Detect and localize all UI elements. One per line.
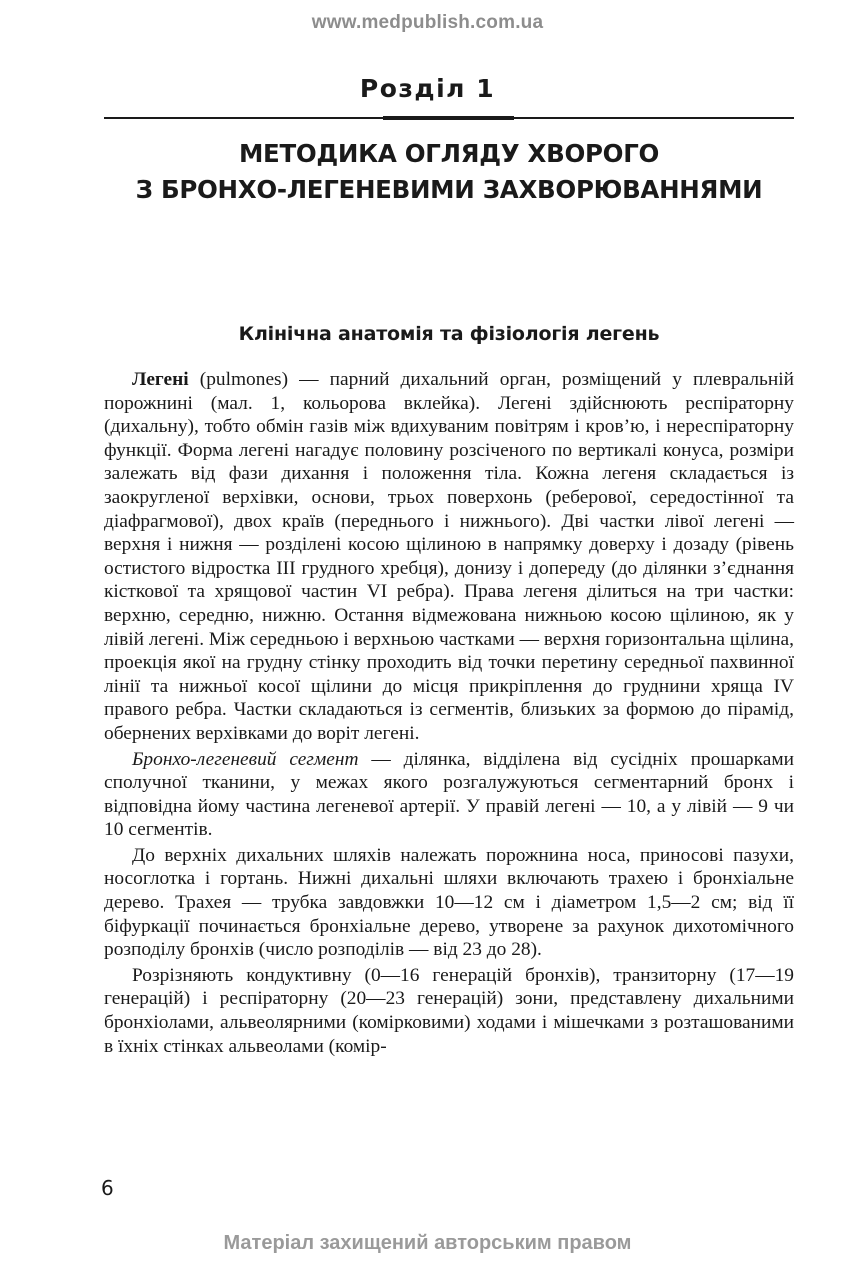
section-label: Розділ 1 bbox=[359, 74, 496, 103]
paragraph-text: До верхніх дихальних шляхів належать порожнина носа, приносові пазухи, носоглотка і гортань. Нижні дихальні шляхи включають трахею і бронхіальне дерево. Трахея — трубка завдовжки 10—12 см і діаметром 1,5—2 см; від її біфуркації починається бронхіальне дерево, утворене за рахунок дихотомічного розподілу бронхів (число розподілів — від 23 до 28). bbox=[104, 844, 794, 961]
paragraph bbox=[104, 844, 794, 962]
term-lungs: Легені bbox=[132, 369, 189, 390]
paragraph bbox=[104, 964, 794, 1058]
paragraph-text: Розрізняють кондуктивну (0—16 генерацій бронхів), транзиторну (17—19 генерацій) і респіраторну (20—23 генерацій) зони, представлену дихальними бронхіолами, альвеолярними (комірковими) ходами і мішечками з розташованими в їхніх стінках альвеолами (комір- bbox=[104, 964, 794, 1057]
term-bronchopulmonary-segment: Бронхо-легеневий сегмент bbox=[132, 748, 359, 770]
chapter-title-line-2: З БРОНХО-ЛЕГЕНЕВИМИ ЗАХВОРЮВАННЯМИ bbox=[135, 175, 763, 204]
chapter-title bbox=[104, 136, 794, 208]
site-url: www.medpublish.com.ua bbox=[311, 12, 544, 33]
paragraph-text: — ділянка, відділена від сусідніх прошарками сполучної тканини, у межах якого розгалужуються сегментарний бронх і відповідна йому частина легеневої артерії. У правій легені — 10, а у лівій — 9 чи 10 сегментів. bbox=[104, 748, 794, 841]
section-divider-accent bbox=[383, 116, 514, 120]
subsection-title: Клінічна анатомія та фізіологія легень bbox=[238, 323, 660, 345]
body-text bbox=[104, 368, 794, 1058]
copyright-notice: Матеріал захищений авторським правом bbox=[223, 1232, 632, 1254]
page-number: 6 bbox=[101, 1176, 114, 1200]
chapter-title-line-1: МЕТОДИКА ОГЛЯДУ ХВОРОГО bbox=[238, 139, 660, 168]
paragraph bbox=[104, 748, 794, 842]
paragraph-text: (pulmones) — парний дихальний орган, розміщений у плевральній порожнині (мал. 1, кольорова вклейка). Легені здійснюють респіраторну (дихальну), тобто обмін газів між вдихуваним повітрям і кров’ю, і нереспіраторну функції. Форма легені нагадує половину розсіченого по вертикалі конуса, розміри залежать від фази дихання і положення тіла. Кожна легеня складається із заокругленої верхівки, основи, трьох поверхонь (реберової, середостінної та діафрагмової), двох країв (переднього і нижнього). Дві частки лівої легені — верхня і нижня — розділені косою щілиною в напрямку доверху і дозаду (рівень остистого відростка III грудного хребця), донизу і допереду (до ділянки з’єднання кісткової та хрящової частин VI ребра). Права легеня ділиться на три частки: верхню, середню, нижню. Остання відмежована нижньою косою щілиною, як у лівій легені. Між середньою і верхньою частками — верхня горизонтальна щілина, проекція якої на грудну стінку проходить від точки перетину середньої пахвинної лінії та нижньої косої щілини до місця прикріплення до груднини хряща IV правого ребра. Частки складаються із сегментів, близьких за формою до пірамід, обернених верхівками до воріт легені. bbox=[104, 369, 794, 744]
paragraph bbox=[104, 368, 794, 746]
